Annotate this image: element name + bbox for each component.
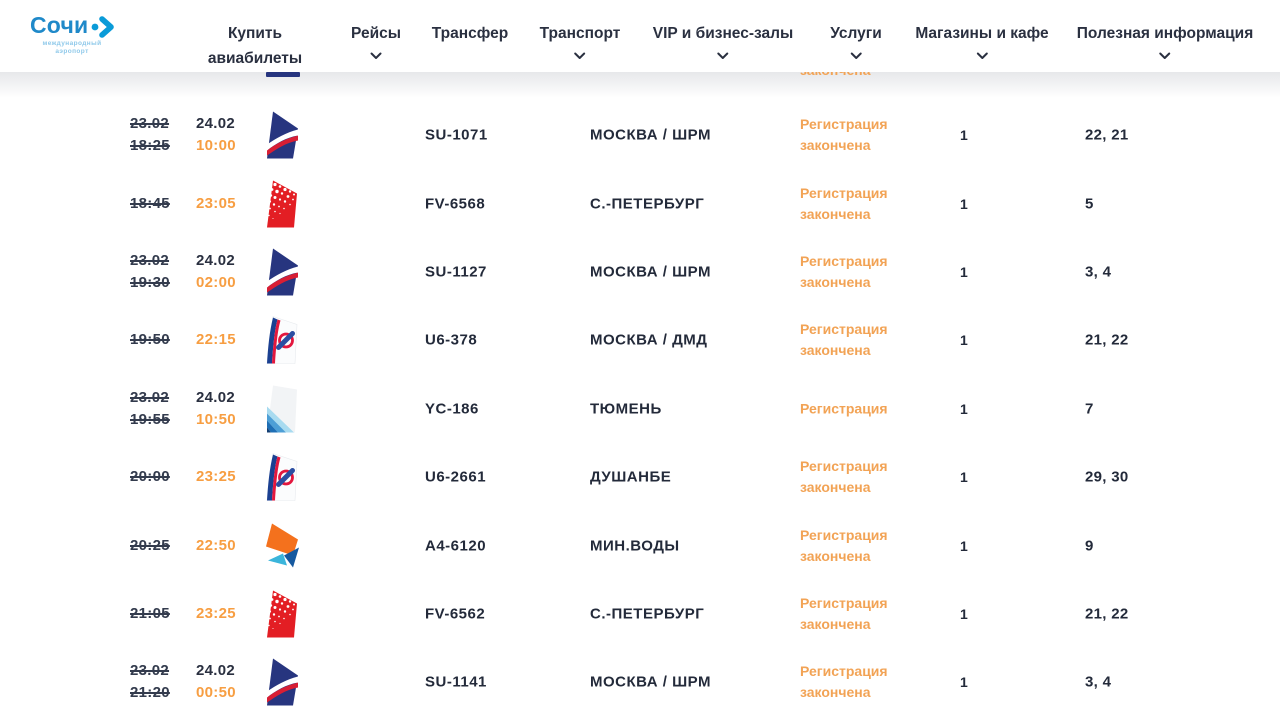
scheduled-time <box>130 603 170 625</box>
azimuth-tail-icon <box>263 520 300 571</box>
status <box>800 525 888 567</box>
terminal: 1 <box>960 195 968 212</box>
new-time: 22:50 <box>196 536 236 554</box>
scheduled-time <box>130 535 170 557</box>
flight-number: U6-2661 <box>425 468 487 486</box>
logo-subtitle <box>30 40 114 56</box>
flight-row[interactable] <box>0 648 1280 716</box>
destination: С.-ПЕТЕРБУРГ <box>590 605 705 623</box>
terminal: 1 <box>960 332 968 349</box>
flight-number: SU-1071 <box>425 126 488 144</box>
new-time: 00:50 <box>196 684 236 702</box>
terminal: 1 <box>960 537 968 554</box>
new-time: 23:25 <box>196 468 236 486</box>
nav-item-label: Услуги <box>830 25 882 42</box>
flight-row[interactable] <box>0 238 1280 306</box>
actual-time <box>196 387 236 431</box>
checkin-desks: 5 <box>1085 195 1094 213</box>
flight-number: YC-186 <box>425 400 479 418</box>
status <box>800 593 888 635</box>
new-date: 24.02 <box>196 251 236 269</box>
old-time: 20:25 <box>130 536 170 554</box>
checkin-desks: 21, 22 <box>1085 331 1129 349</box>
chevron-down-icon <box>574 52 586 60</box>
status <box>800 114 888 156</box>
chevron-down-icon <box>370 52 382 60</box>
old-time: 18:25 <box>130 137 170 155</box>
terminal: 1 <box>960 605 968 622</box>
status-line: закончена <box>800 547 871 564</box>
nav-item-label: Купить <box>227 25 283 42</box>
scheduled-time <box>130 466 170 488</box>
old-time: 18:45 <box>130 194 170 212</box>
destination: МОСКВА / ДМД <box>590 331 708 349</box>
status-line: Регистрация <box>800 526 888 543</box>
rossiya-tail-icon <box>263 178 300 229</box>
nav-item-label: Транспорт <box>539 25 621 42</box>
status-line: Регистрация <box>800 252 888 269</box>
terminal: 1 <box>960 263 968 280</box>
status-line: закончена <box>800 684 871 701</box>
logo-arrow-icon <box>91 15 117 39</box>
checkin-desks: 3, 4 <box>1085 673 1112 691</box>
status-line: закончена <box>800 205 871 222</box>
aeroflot-tail-icon <box>263 110 300 161</box>
airport-logo[interactable] <box>30 12 114 56</box>
terminal: 1 <box>960 674 968 691</box>
status-line: Регистрация <box>800 116 888 133</box>
terminal: 1 <box>960 400 968 417</box>
actual-time <box>196 193 236 215</box>
nav-item-6[interactable] <box>830 21 882 60</box>
old-time: 20:00 <box>130 468 170 486</box>
old-date: 23.02 <box>130 115 170 133</box>
actual-time <box>196 535 236 557</box>
chevron-down-icon <box>850 52 862 60</box>
status-line: закончена <box>800 615 871 632</box>
destination: МОСКВА / ШРМ <box>590 673 711 691</box>
nav-item-label: Рейсы <box>351 25 401 42</box>
destination: ДУШАНБЕ <box>590 468 672 486</box>
nav-item-3[interactable] <box>432 21 508 46</box>
flight-row[interactable] <box>0 375 1280 443</box>
new-time: 22:15 <box>196 331 236 349</box>
nav-item-label: Трансфер <box>431 25 509 42</box>
flight-number: FV-6568 <box>425 195 486 213</box>
status <box>800 251 888 293</box>
scheduled-time <box>130 250 170 294</box>
status <box>800 456 888 498</box>
nav-item-label: VIP и бизнес-залы <box>652 25 794 42</box>
new-time: 10:50 <box>196 410 236 428</box>
actual-time <box>196 660 236 704</box>
logo-top <box>30 12 114 39</box>
new-time: 02:00 <box>196 273 236 291</box>
logo-subtitle-line2: аэропорт <box>55 48 89 55</box>
scheduled-time <box>130 329 170 351</box>
aeroflot-tail-icon <box>263 246 300 297</box>
status-line: закончена <box>800 479 871 496</box>
status-line: Регистрация <box>800 321 888 338</box>
old-date: 23.02 <box>130 388 170 406</box>
actual-time <box>196 250 236 294</box>
chevron-down-icon <box>1159 52 1171 60</box>
checkin-desks: 29, 30 <box>1085 468 1129 486</box>
status <box>800 319 888 361</box>
new-time: 23:25 <box>196 604 236 622</box>
actual-time <box>196 113 236 157</box>
destination: ТЮМЕНЬ <box>590 400 662 418</box>
flight-number: U6-378 <box>425 331 478 349</box>
scheduled-time <box>130 387 170 431</box>
rossiya-tail-icon <box>263 588 300 639</box>
old-time: 21:05 <box>130 604 170 622</box>
destination: МОСКВА / ШРМ <box>590 126 711 144</box>
nav-item-label: Магазины и кафе <box>915 25 1049 42</box>
old-time: 19:30 <box>130 273 170 291</box>
chevron-down-icon <box>976 52 988 60</box>
flight-number: SU-1141 <box>425 673 487 691</box>
status-line: Регистрация <box>800 458 888 475</box>
scheduled-time <box>130 193 170 215</box>
new-time: 10:00 <box>196 137 236 155</box>
old-date: 23.02 <box>130 662 170 680</box>
nav-item-7[interactable] <box>915 21 1048 60</box>
ural-tail-icon <box>263 315 300 366</box>
old-time: 19:50 <box>130 331 170 349</box>
status-line: Регистрация <box>800 663 888 680</box>
actual-time <box>196 329 236 351</box>
chevron-down-icon <box>717 52 729 60</box>
aeroflot-tail-icon <box>263 657 300 708</box>
checkin-desks: 9 <box>1085 537 1094 555</box>
nav-item-4[interactable] <box>540 21 621 60</box>
old-date: 23.02 <box>130 251 170 269</box>
status <box>800 661 888 703</box>
nav-item-label: авиабилеты <box>207 50 303 67</box>
destination: МОСКВА / ШРМ <box>590 263 711 281</box>
flight-number: FV-6562 <box>425 605 486 623</box>
checkin-desks: 3, 4 <box>1085 263 1112 281</box>
logo-text: Сочи <box>30 12 89 38</box>
old-time: 19:55 <box>130 410 170 428</box>
airline-tail-sliver <box>266 72 300 77</box>
old-time: 21:20 <box>130 684 170 702</box>
flight-row[interactable] <box>0 511 1280 579</box>
partial-flight-row <box>0 72 1280 81</box>
scheduled-time <box>130 113 170 157</box>
status-line: закончена <box>800 137 871 154</box>
destination: МИН.ВОДЫ <box>590 537 680 555</box>
status <box>800 183 888 225</box>
flight-number: A4-6120 <box>425 537 487 555</box>
nav-item-5[interactable] <box>653 21 793 60</box>
nav-item-8[interactable] <box>1077 21 1254 60</box>
new-date: 24.02 <box>196 662 236 680</box>
flight-row[interactable] <box>0 169 1280 237</box>
status-line: Регистрация <box>800 184 888 201</box>
nav-item-1[interactable] <box>208 21 302 71</box>
nav-item-2[interactable] <box>351 21 401 60</box>
status-line: Регистрация <box>800 400 888 417</box>
checkin-desks: 21, 22 <box>1085 605 1129 623</box>
actual-time <box>196 466 236 488</box>
status-line: закончена <box>800 342 871 359</box>
flight-row[interactable] <box>0 580 1280 648</box>
status-line: закончена <box>800 273 871 290</box>
terminal: 1 <box>960 127 968 144</box>
flight-row[interactable] <box>0 443 1280 511</box>
flight-number: SU-1127 <box>425 263 487 281</box>
terminal: 1 <box>960 469 968 486</box>
checkin-desks: 22, 21 <box>1085 126 1129 144</box>
flight-row[interactable] <box>0 306 1280 374</box>
status <box>800 398 888 419</box>
logo-subtitle-line1: международный <box>42 40 102 47</box>
status-line: Регистрация <box>800 594 888 611</box>
flight-row[interactable] <box>0 101 1280 169</box>
site-header <box>0 0 1280 72</box>
destination: С.-ПЕТЕРБУРГ <box>590 195 705 213</box>
checkin-desks: 7 <box>1085 400 1094 418</box>
yamal-tail-icon <box>263 383 300 434</box>
new-time: 23:05 <box>196 194 236 212</box>
ural-tail-icon <box>263 452 300 503</box>
nav-item-label: Полезная информация <box>1076 25 1254 42</box>
new-date: 24.02 <box>196 115 236 133</box>
new-date: 24.02 <box>196 388 236 406</box>
actual-time <box>196 603 236 625</box>
scheduled-time <box>130 660 170 704</box>
